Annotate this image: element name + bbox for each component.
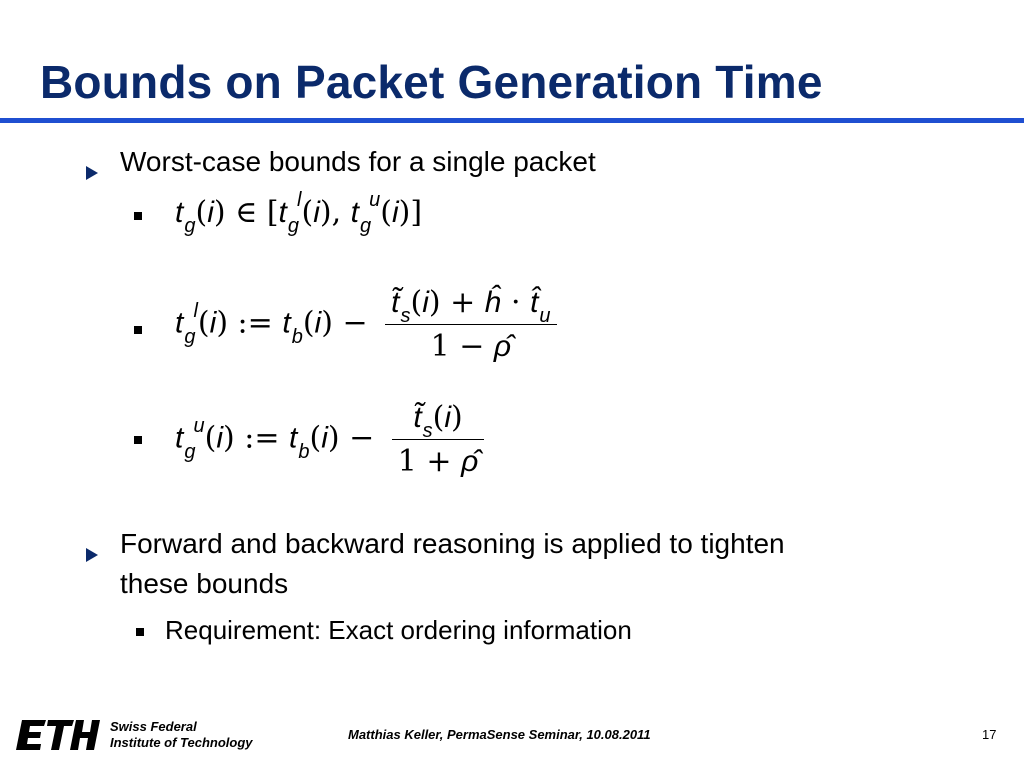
- bullet-1-text: Worst-case bounds for a single packet: [120, 146, 596, 177]
- arrow-bullet-icon: [86, 548, 98, 562]
- institution-line-2: Institute of Technology: [110, 735, 253, 750]
- bullet-2-line-1: Forward and backward reasoning is applied to tighten: [120, 528, 785, 559]
- square-bullet-icon: [134, 326, 142, 334]
- formula-upper-bound: $t_g^u(i)$ := $t_b(i)$ − $\frac{t̃_s(i)}{1 + \rhô}$: [175, 398, 484, 481]
- institution-line-1: Swiss Federal: [110, 719, 197, 734]
- square-bullet-icon: [134, 436, 142, 444]
- footer-presenter: Matthias Keller, PermaSense Seminar, 10.08.2011: [348, 727, 651, 742]
- bullet-2-sub-1: Requirement: Exact ordering information: [165, 615, 632, 645]
- formula-lower-bound: $t_g^l(i)$ := $t_b(i)$ − $\frac{t̃_s(i) + ĥ \cdot t̂_u}{1 - \rhô}$: [175, 283, 557, 366]
- page-number: 17: [982, 727, 997, 742]
- institution-name: [110, 719, 253, 751]
- slide-title: Bounds on Packet Generation Time: [40, 56, 823, 108]
- square-bullet-icon: [134, 212, 142, 220]
- square-bullet-icon: [136, 628, 144, 636]
- eth-logo: [16, 716, 104, 752]
- bullet-2-line-2: these bounds: [120, 568, 289, 599]
- title-divider: [0, 118, 1024, 123]
- formula-interval: $t_g(i)$ ∈ [$t_g^l(i)$, $t_g^u(i)$]: [175, 189, 423, 237]
- arrow-bullet-icon: [86, 166, 98, 180]
